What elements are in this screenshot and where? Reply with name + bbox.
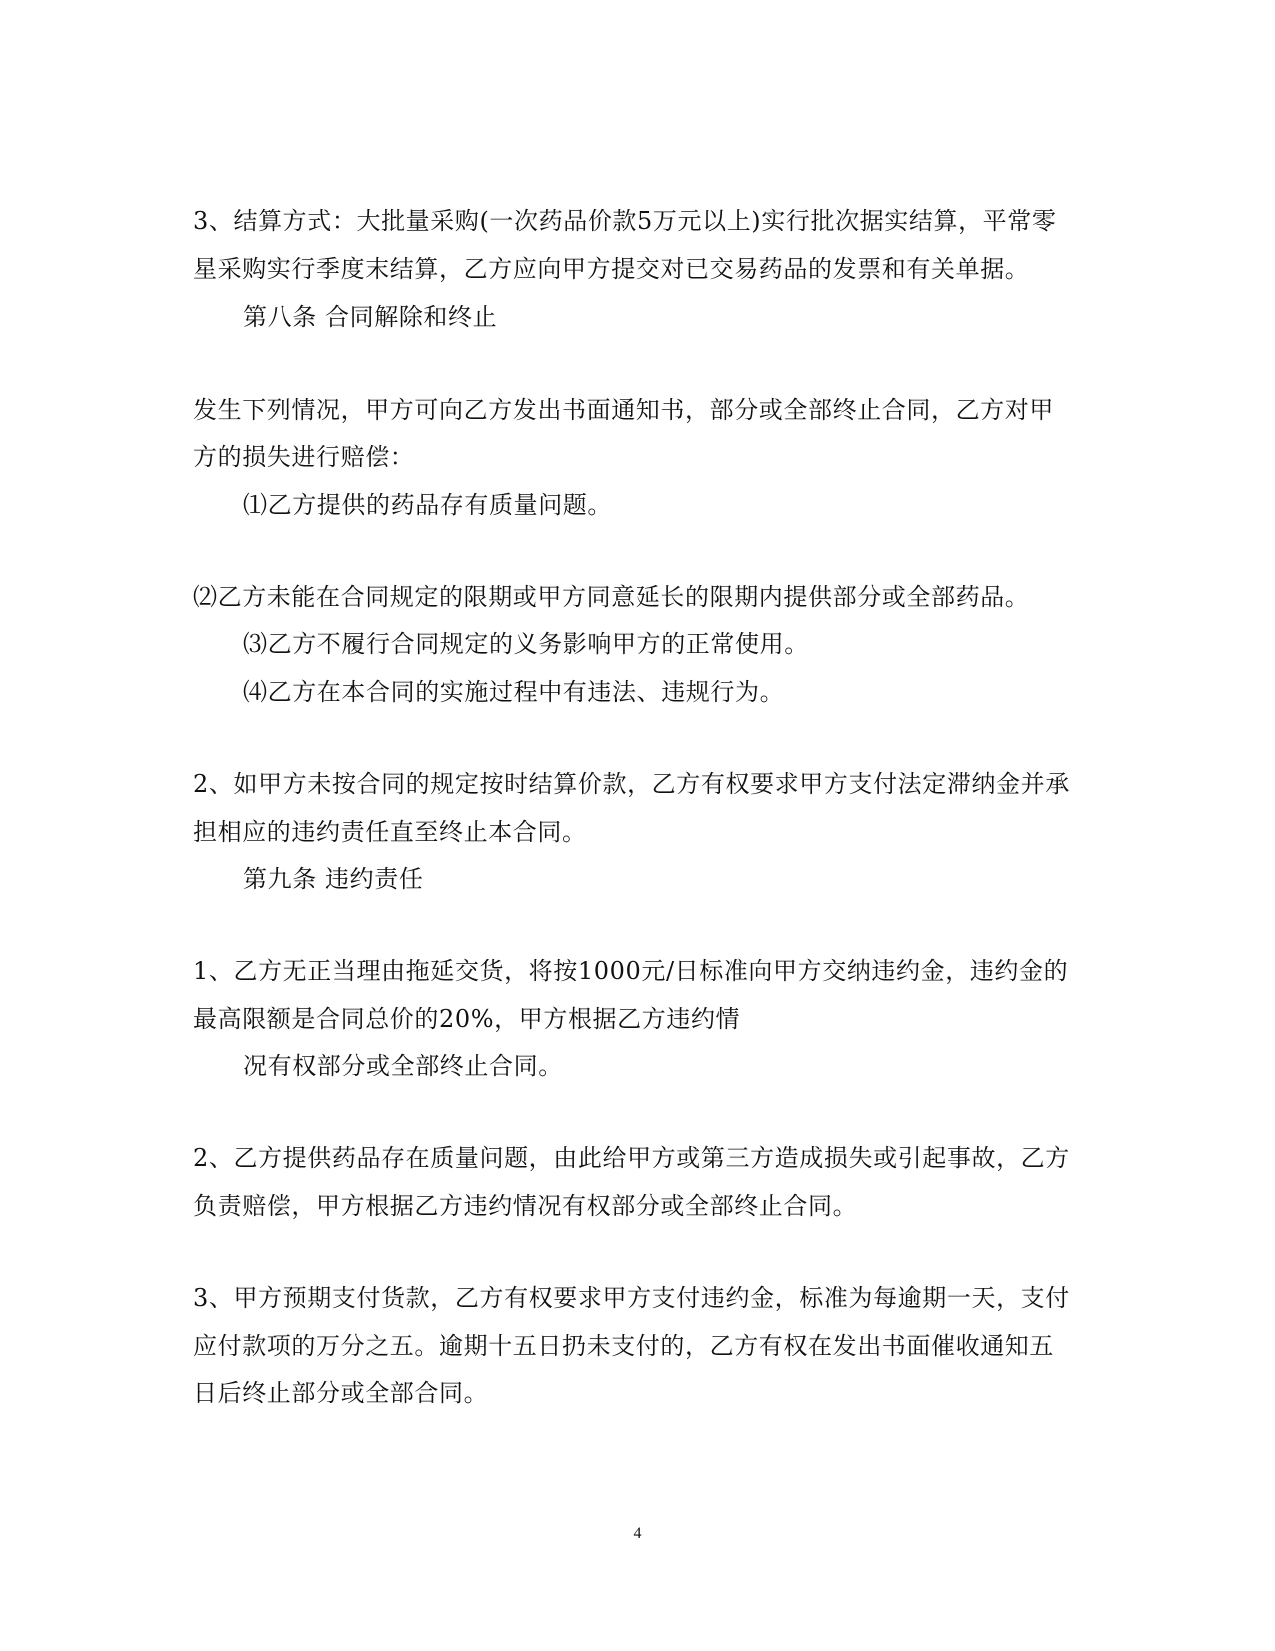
list-item: ⑶乙方不履行合同规定的义务影响甲方的正常使用。 <box>243 630 809 658</box>
paragraph-line: 2、如甲方未按合同的规定按时结算价款，乙方有权要求甲方支付法定滞纳金并承 <box>193 770 1070 798</box>
paragraph-line: 况有权部分或全部终止合同。 <box>243 1052 563 1080</box>
paragraph-line: 3、结算方式：大批量采购(一次药品价款5万元以上)实行批次据实结算，平常零 <box>193 207 1057 235</box>
paragraph-line: 担相应的违约责任直至终止本合同。 <box>193 818 587 846</box>
list-item: ⑴乙方提供的药品存有质量问题。 <box>243 491 612 519</box>
section-heading: 第九条 违约责任 <box>243 865 424 893</box>
paragraph-line: 日后终止部分或全部合同。 <box>193 1379 489 1407</box>
paragraph-line: 负责赔偿，甲方根据乙方违约情况有权部分或全部终止合同。 <box>193 1192 858 1220</box>
paragraph-line: 发生下列情况，甲方可向乙方发出书面通知书，部分或全部终止合同，乙方对甲 <box>193 396 1054 424</box>
list-item: ⑵乙方未能在合同规定的限期或甲方同意延长的限期内提供部分或全部药品。 <box>193 583 1030 611</box>
paragraph-line: 星采购实行季度末结算，乙方应向甲方提交对已交易药品的发票和有关单据。 <box>193 255 1030 283</box>
paragraph-line: 方的损失进行赔偿： <box>193 443 415 471</box>
section-heading: 第八条 合同解除和终止 <box>243 303 498 331</box>
paragraph-line: 1、乙方无正当理由拖延交货，将按1000元/日标准向甲方交纳违约金，违约金的 <box>193 957 1069 985</box>
list-item: ⑷乙方在本合同的实施过程中有违法、违规行为。 <box>243 678 785 706</box>
page-number: 4 <box>633 1525 642 1542</box>
paragraph-line: 3、甲方预期支付货款，乙方有权要求甲方支付违约金，标准为每逾期一天，支付 <box>193 1284 1070 1312</box>
paragraph-line: 最高限额是合同总价的20%，甲方根据乙方违约情 <box>193 1005 741 1033</box>
paragraph-line: 应付款项的万分之五。逾期十五日扔未支付的，乙方有权在发出书面催收通知五 <box>193 1332 1054 1360</box>
paragraph-line: 2、乙方提供药品存在质量问题，由此给甲方或第三方造成损失或引起事故，乙方 <box>193 1144 1070 1172</box>
